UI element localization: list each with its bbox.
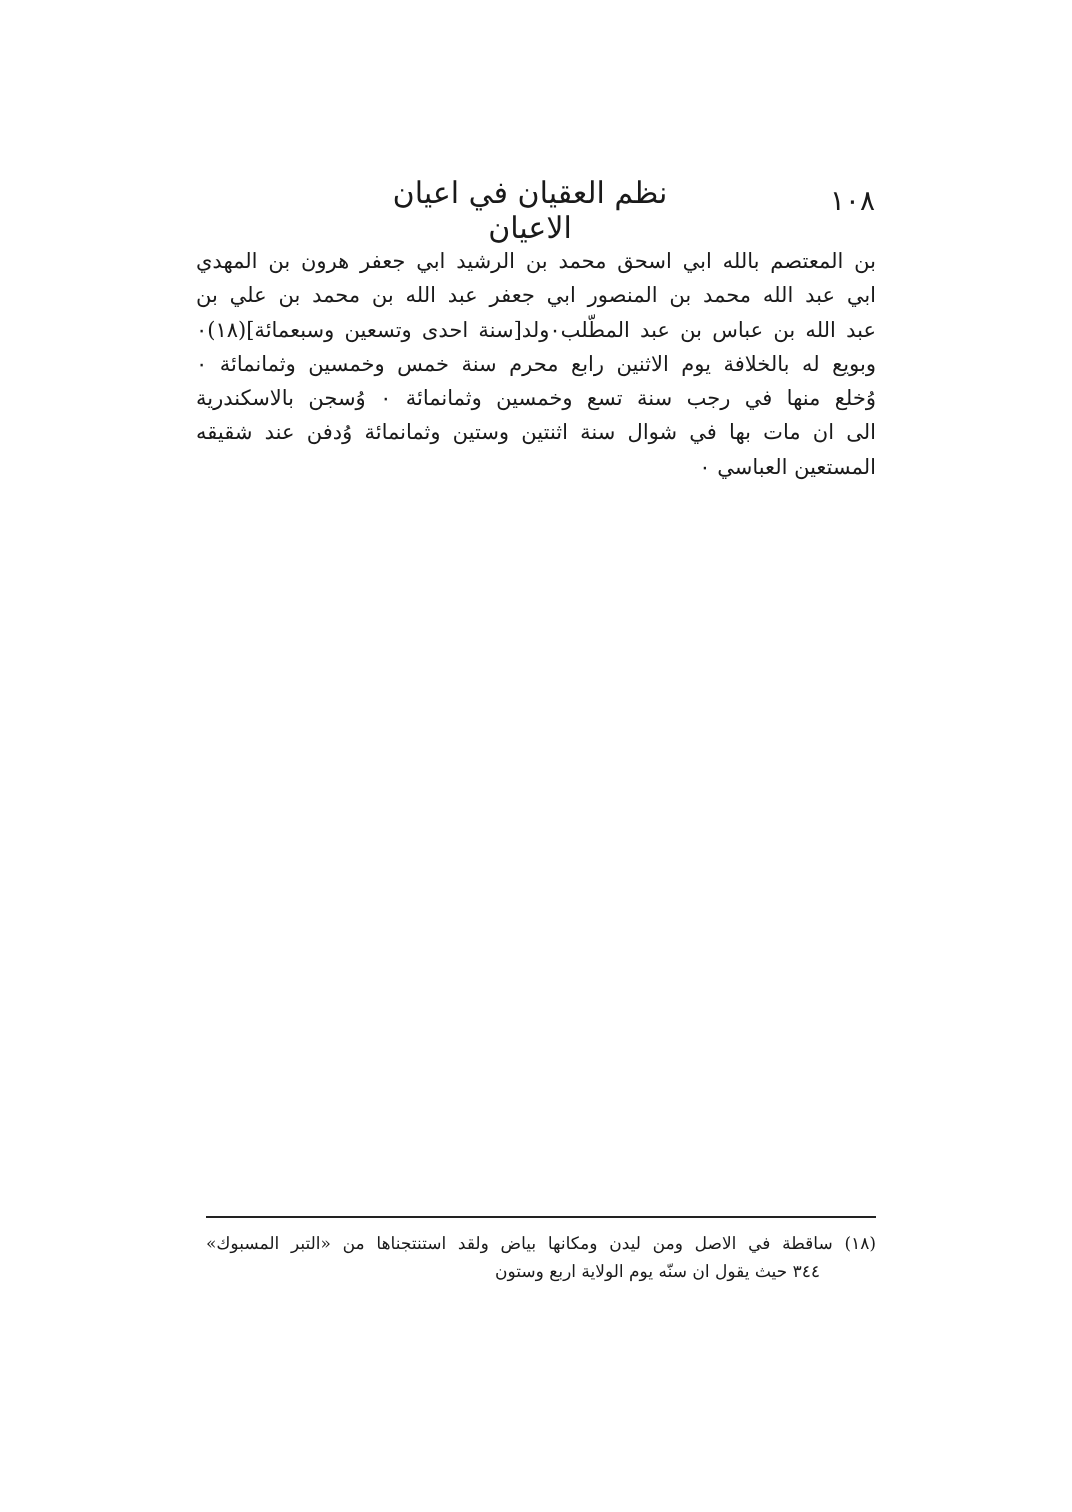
footnotes — [206, 1230, 876, 1286]
body-line: وُخلع منها في رجب سنة تسع وخمسين وثمانمائة ٠ وُسجن بالاسكندرية — [196, 386, 876, 411]
page-number: ١٠٨ — [829, 184, 875, 217]
body-text — [196, 244, 876, 484]
body-line: المستعين العباسي ٠ — [699, 454, 876, 479]
body-line: الى ان مات بها في شوال سنة اثنتين وستين وثمانمائة وُدفن عند شقيقه — [196, 420, 876, 445]
running-title: نظم العقيان في اعيان الاعيان — [392, 176, 668, 246]
body-line: بن المعتصم بالله ابي اسحق محمد بن الرشيد ابي جعفر هرون بن المهدي — [196, 249, 876, 273]
footnote-line: (١٨) ساقطة في الاصل ومن ليدن ومكانها بياض ولقد استنتجناها من «التبر المسبوك» — [206, 1234, 876, 1254]
footnote-line: ٣٤٤ حيث يقول ان سنّه يوم الولاية اربع وستون — [495, 1262, 820, 1282]
body-line: ابي عبد الله محمد بن المنصور ابي جعفر عبد الله بن محمد بن علي بن — [196, 283, 876, 308]
page-header — [0, 176, 1072, 246]
body-line: وبويع له بالخلافة يوم الاثنين رابع محرم سنة خمس وخمسين وثمانمائة ٠ — [196, 351, 876, 376]
body-line: عبد الله بن عباس بن عبد المطّلب٠ولد[سنة احدى وتسعين وسبعمائة](١٨)٠ — [196, 317, 876, 342]
footnote-divider — [206, 1216, 876, 1218]
